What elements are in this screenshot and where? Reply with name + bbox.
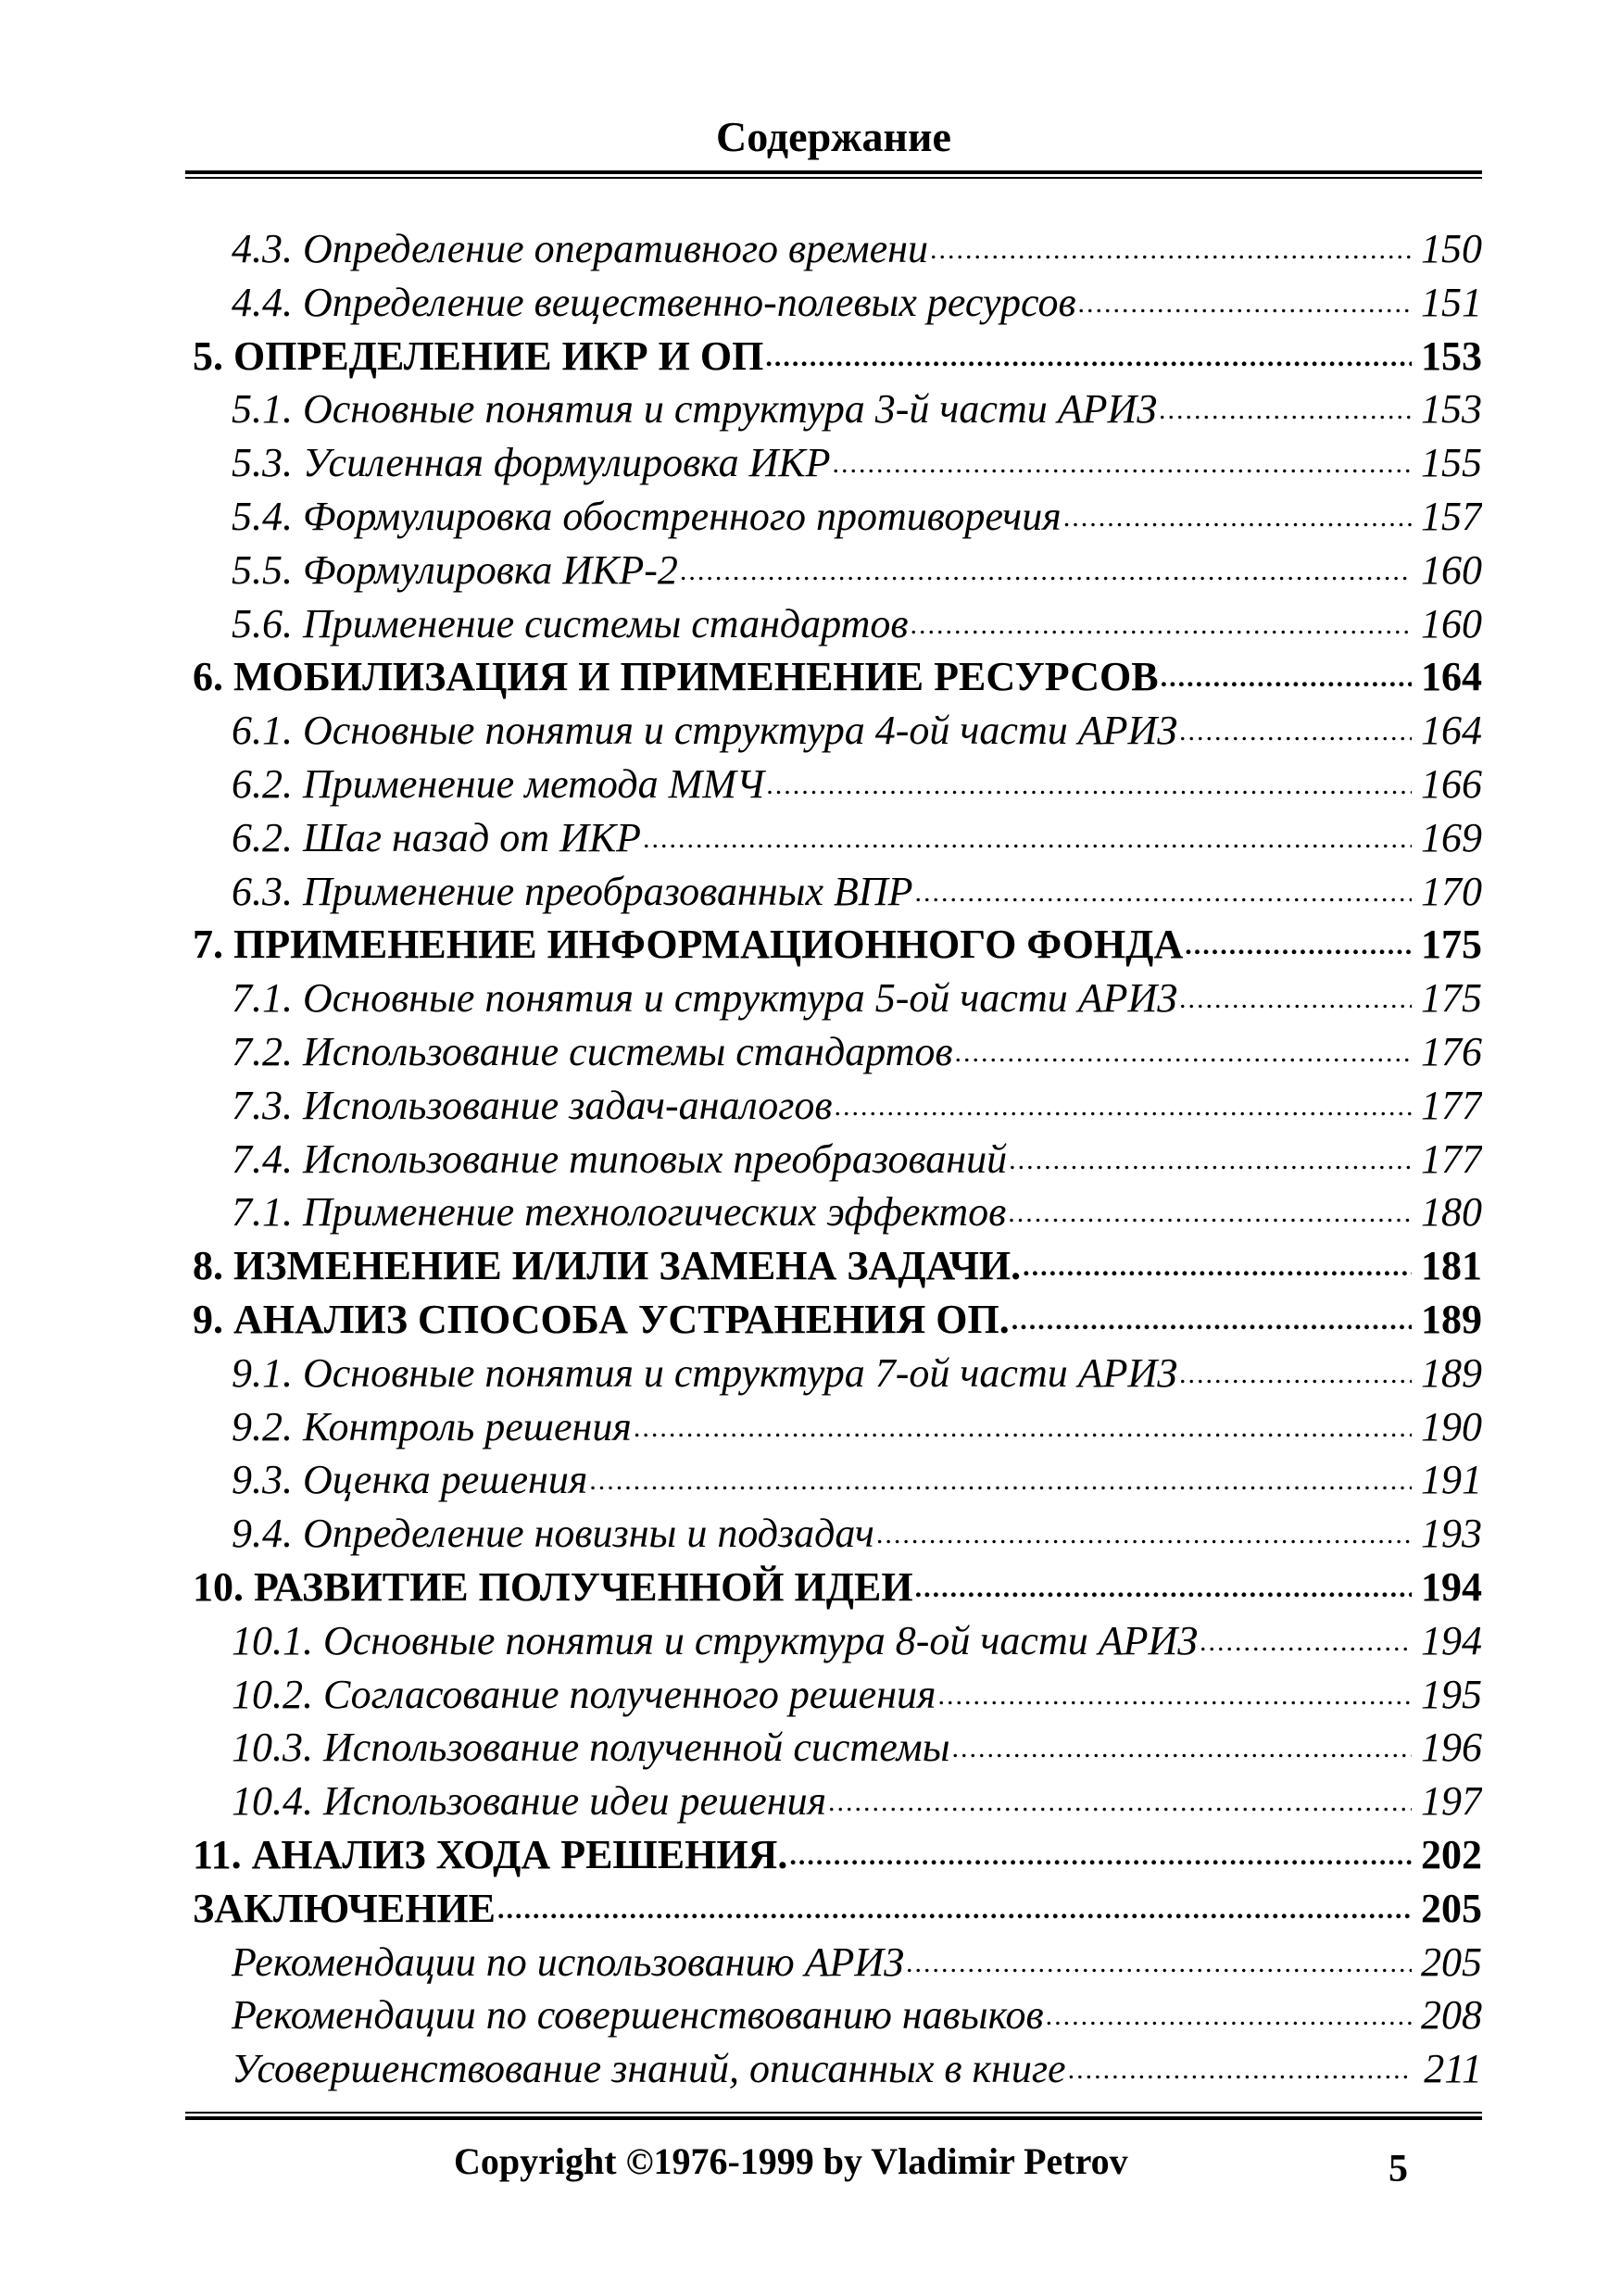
toc-section-entry[interactable] [193, 222, 1482, 276]
toc-entry-page: 177 [1421, 1082, 1482, 1128]
toc-entry-title: Рекомендации по совершенствованию навыков [232, 1992, 1044, 2039]
toc-section-entry[interactable] [193, 1507, 1482, 1561]
toc-entry-page: 189 [1421, 1296, 1482, 1342]
toc-entry-page: 166 [1421, 760, 1482, 807]
toc-chapter-entry[interactable] [193, 1882, 1482, 1936]
toc-section-entry[interactable] [193, 1347, 1482, 1400]
toc-chapter-entry[interactable] [193, 1293, 1482, 1347]
toc-entry-page: 151 [1421, 279, 1482, 325]
toc-section-entry[interactable] [193, 2042, 1482, 2096]
table-of-contents [193, 222, 1482, 2096]
toc-entry-title: 5.4. Формулировка обостренного противоречия [232, 493, 1062, 539]
toc-entry-page: 194 [1421, 1563, 1482, 1610]
toc-dot-leader [589, 1453, 1412, 1507]
toc-dot-leader [1078, 276, 1412, 330]
toc-entry-page: 196 [1421, 1725, 1482, 1771]
toc-dot-leader [497, 1882, 1412, 1936]
toc-dot-leader [1161, 650, 1412, 704]
toc-section-entry[interactable] [193, 758, 1482, 811]
toc-section-entry[interactable] [193, 597, 1482, 651]
toc-entry-page: 175 [1421, 975, 1482, 1022]
toc-entry-title: 6. МОБИЛИЗАЦИЯ И ПРИМЕНЕНИЕ РЕСУРСОВ [193, 654, 1159, 700]
toc-section-entry[interactable] [193, 1936, 1482, 1989]
toc-entry-page: 160 [1421, 546, 1482, 593]
toc-section-entry[interactable] [193, 1721, 1482, 1775]
toc-entry-title: 5.6. Применение системы стандартов [232, 600, 909, 646]
toc-dot-leader [1179, 972, 1412, 1025]
toc-dot-leader [643, 811, 1412, 865]
toc-section-entry[interactable] [193, 811, 1482, 865]
toc-entry-page: 189 [1421, 1349, 1482, 1396]
toc-section-entry[interactable] [193, 1668, 1482, 1722]
toc-dot-leader [1046, 1989, 1412, 2042]
toc-entry-page: 155 [1421, 440, 1482, 486]
toc-dot-leader [1185, 918, 1412, 972]
toc-dot-leader [910, 597, 1412, 651]
toc-entry-page: 191 [1421, 1457, 1482, 1503]
toc-section-entry[interactable] [193, 1079, 1482, 1133]
toc-dot-leader [937, 1668, 1412, 1722]
toc-section-entry[interactable] [193, 972, 1482, 1025]
toc-entry-page: 153 [1421, 332, 1482, 379]
toc-entry-title: 7.2. Использование системы стандартов [232, 1028, 953, 1074]
toc-section-entry[interactable] [193, 704, 1482, 758]
toc-entry-page: 157 [1421, 493, 1482, 539]
toc-entry-page: 176 [1421, 1028, 1482, 1074]
toc-entry-page: 202 [1421, 1831, 1482, 1877]
toc-entry-page: 190 [1421, 1403, 1482, 1449]
toc-dot-leader [1009, 1133, 1412, 1186]
toc-dot-leader [765, 330, 1412, 383]
toc-dot-leader [1179, 704, 1412, 758]
toc-entry-title: Усовершенствование знаний, описанных в книге [232, 2046, 1066, 2092]
toc-entry-page: 181 [1421, 1243, 1482, 1289]
toc-section-entry[interactable] [193, 1989, 1482, 2042]
toc-entry-title: 10.1. Основные понятия и структура 8-ой части АРИЗ [232, 1617, 1199, 1663]
page-title: Содержание [716, 113, 951, 160]
toc-entry-title: 7.1. Основные понятия и структура 5-ой части АРИЗ [232, 975, 1178, 1022]
page-number: 5 [1389, 2148, 1408, 2190]
toc-entry-title: 6.2. Шаг назад от ИКР [232, 814, 641, 860]
toc-entry-title: 10.2. Согласование полученного решения [232, 1671, 936, 1717]
toc-section-entry[interactable] [193, 544, 1482, 597]
toc-dot-leader [766, 758, 1412, 811]
toc-entry-title: 11. АНАЛИЗ ХОДА РЕШЕНИЯ. [193, 1831, 788, 1877]
toc-entry-title: 7.4. Использование типовых преобразований [232, 1135, 1008, 1182]
toc-section-entry[interactable] [193, 1025, 1482, 1079]
toc-section-entry[interactable] [193, 276, 1482, 330]
toc-entry-title: 6.2. Применение метода ММЧ [232, 760, 765, 807]
toc-dot-leader [1008, 1186, 1412, 1239]
toc-section-entry[interactable] [193, 1453, 1482, 1507]
toc-entry-page: 153 [1421, 386, 1482, 433]
toc-dot-leader [955, 1025, 1412, 1079]
toc-section-entry[interactable] [193, 1186, 1482, 1239]
toc-dot-leader [1023, 1239, 1412, 1293]
header-rule-thin [185, 177, 1482, 179]
toc-entry-title: 9. АНАЛИЗ СПОСОБА УСТРАНЕНИЯ ОП. [193, 1296, 1010, 1342]
toc-chapter-entry[interactable] [193, 1828, 1482, 1882]
toc-entry-title: ЗАКЛЮЧЕНИЕ [193, 1885, 496, 1931]
toc-dot-leader [930, 222, 1412, 276]
toc-entry-title: 6.1. Основные понятия и структура 4-ой части АРИЗ [232, 708, 1178, 754]
toc-entry-title: 7.3. Использование задач-аналогов [232, 1082, 833, 1128]
toc-section-entry[interactable] [193, 1614, 1482, 1668]
toc-dot-leader [833, 436, 1412, 490]
toc-entry-page: 194 [1421, 1617, 1482, 1663]
toc-chapter-entry[interactable] [193, 650, 1482, 704]
toc-entry-title: 9.2. Контроль решения [232, 1403, 632, 1449]
toc-entry-page: 211 [1424, 2046, 1482, 2092]
toc-dot-leader [915, 1561, 1412, 1614]
toc-dot-leader [1068, 2042, 1412, 2096]
toc-dot-leader [834, 1079, 1412, 1133]
toc-entry-page: 160 [1421, 600, 1482, 646]
toc-entry-page: 195 [1421, 1671, 1482, 1717]
toc-entry-title: 4.3. Определение оперативного времени [232, 226, 928, 271]
toc-section-entry[interactable] [193, 490, 1482, 544]
toc-section-entry[interactable] [193, 383, 1482, 436]
toc-entry-page: 197 [1421, 1778, 1482, 1825]
toc-entry-title: Рекомендации по использованию АРИЗ [232, 1938, 904, 1985]
toc-entry-page: 208 [1421, 1992, 1482, 2039]
toc-entry-page: 205 [1421, 1885, 1482, 1931]
toc-section-entry[interactable] [193, 1133, 1482, 1186]
toc-entry-title: 7. ПРИМЕНЕНИЕ ИНФОРМАЦИОННОГО ФОНДА [193, 922, 1184, 968]
toc-entry-page: 170 [1421, 868, 1482, 914]
header-rule-thick [185, 170, 1482, 174]
toc-section-entry[interactable] [193, 1775, 1482, 1828]
toc-dot-leader [1159, 383, 1412, 436]
toc-entry-title: 6.3. Применение преобразованных ВПР [232, 868, 913, 914]
toc-dot-leader [952, 1721, 1412, 1775]
toc-entry-title: 5.1. Основные понятия и структура 3-й части АРИЗ [232, 386, 1158, 433]
toc-entry-title: 9.4. Определение новизны и подзадач [232, 1511, 874, 1557]
copyright-text: Copyright ©1976-1999 by Vladimir Petrov [454, 2140, 1128, 2182]
toc-entry-page: 164 [1421, 708, 1482, 754]
toc-entry-title: 10.4. Использование идеи решения [232, 1778, 827, 1825]
toc-dot-leader [1179, 1347, 1412, 1400]
toc-entry-title: 10. РАЗВИТИЕ ПОЛУЧЕННОЙ ИДЕИ [193, 1563, 913, 1610]
toc-section-entry[interactable] [193, 865, 1482, 919]
toc-dot-leader [906, 1936, 1412, 1989]
toc-dot-leader [789, 1828, 1412, 1882]
toc-dot-leader [634, 1400, 1412, 1454]
toc-entry-page: 205 [1421, 1938, 1482, 1985]
toc-entry-title: 7.1. Применение технологических эффектов [232, 1189, 1007, 1236]
toc-dot-leader [1012, 1293, 1412, 1347]
toc-dot-leader [876, 1507, 1412, 1561]
toc-dot-leader [1063, 490, 1412, 544]
toc-dot-leader [828, 1775, 1412, 1828]
toc-entry-page: 169 [1421, 814, 1482, 860]
toc-dot-leader [915, 865, 1413, 919]
toc-entry-page: 193 [1421, 1511, 1482, 1557]
toc-entry-page: 177 [1421, 1135, 1482, 1182]
toc-chapter-entry[interactable] [193, 1561, 1482, 1614]
toc-entry-title: 9.3. Оценка решения [232, 1457, 588, 1503]
toc-entry-page: 164 [1421, 654, 1482, 700]
toc-section-entry[interactable] [193, 436, 1482, 490]
toc-entry-title: 4.4. Определение вещественно-полевых ресурсов [232, 279, 1076, 325]
toc-entry-page: 150 [1421, 226, 1482, 271]
toc-chapter-entry[interactable] [193, 330, 1482, 383]
toc-section-entry[interactable] [193, 1400, 1482, 1454]
toc-chapter-entry[interactable] [193, 1239, 1482, 1293]
toc-entry-title: 9.1. Основные понятия и структура 7-ой части АРИЗ [232, 1349, 1178, 1396]
toc-entry-title: 5.3. Усиленная формулировка ИКР [232, 440, 831, 486]
toc-dot-leader [1200, 1614, 1412, 1668]
toc-entry-title: 10.3. Использование полученной системы [232, 1725, 950, 1771]
toc-dot-leader [680, 544, 1412, 597]
toc-entry-page: 175 [1421, 922, 1482, 968]
toc-entry-title: 5. ОПРЕДЕЛЕНИЕ ИКР И ОП [193, 332, 764, 379]
toc-entry-title: 5.5. Формулировка ИКР-2 [232, 546, 678, 593]
footer-rule-thin [185, 2112, 1482, 2114]
toc-entry-title: 8. ИЗМЕНЕНИЕ И/ИЛИ ЗАМЕНА ЗАДАЧИ. [193, 1243, 1022, 1289]
footer-rule-thick [185, 2116, 1482, 2120]
toc-chapter-entry[interactable] [193, 918, 1482, 972]
toc-entry-page: 180 [1421, 1189, 1482, 1236]
